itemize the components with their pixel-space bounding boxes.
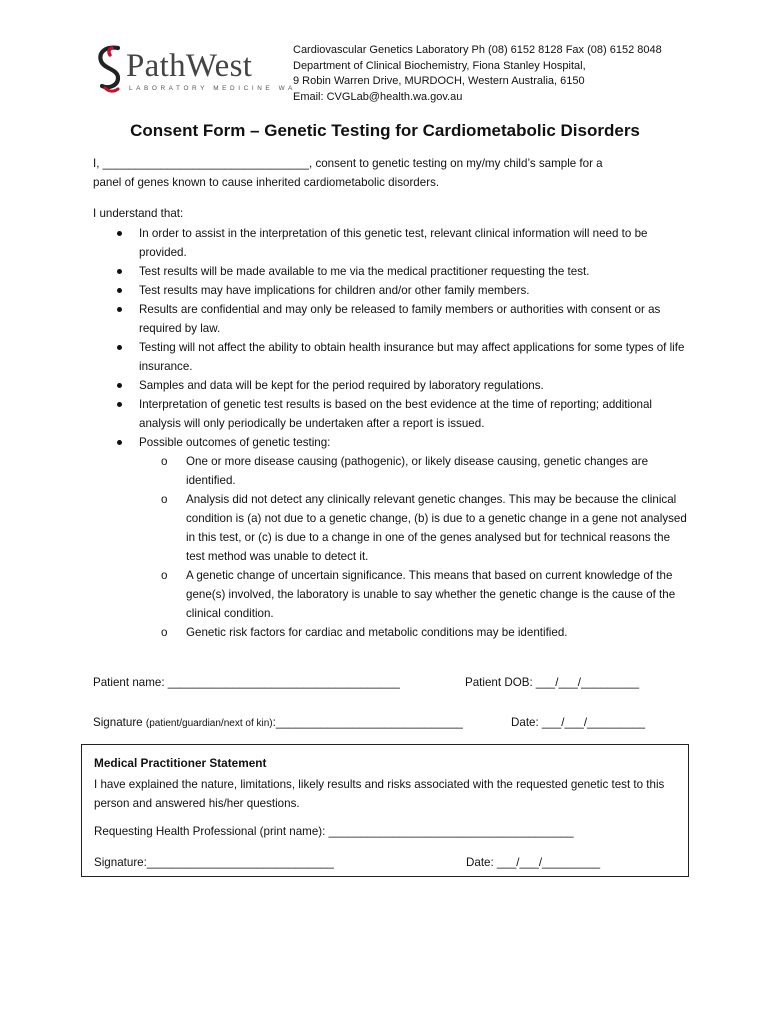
outcome-item: o One or more disease causing (pathogenic), or likely disease causing, genetic changes are identified. bbox=[157, 452, 690, 490]
bullet-icon bbox=[117, 383, 122, 388]
bullet-icon bbox=[117, 269, 122, 274]
list-item: Samples and data will be kept for the period required by laboratory regulations. bbox=[110, 376, 690, 395]
list-item-outcomes: Possible outcomes of genetic testing: o One or more disease causing (pathogenic), or likely disease causing, genetic changes are identified. o Analysis did not detect any clinically relevant genetic changes. This may be because the clinical condition is (a) not due to a genetic change, (b) is due to a genetic change in a gene not analysed in this test, or (c) is due to a change in one of the genes analysed but for technical reasons the test method was unable to detect it. o A genetic change of uncertain significance. This means that based on current knowledge of the gene(s) involved, the laboratory is unable to say whether the genetic change is the cause of the clinical condition. o Genetic risk factors for cardiac and metabolic conditions may be identified. bbox=[110, 433, 690, 642]
outcomes-list bbox=[157, 452, 690, 642]
pathwest-logo bbox=[96, 44, 296, 96]
bullet-icon bbox=[117, 307, 122, 312]
patient-dob-field[interactable]: Patient DOB: ___/___/_________ bbox=[465, 676, 640, 689]
understand-heading: I understand that: bbox=[93, 207, 184, 220]
circle-bullet-icon: o bbox=[161, 493, 168, 506]
patient-signature-field[interactable] bbox=[93, 713, 463, 733]
contact-line: Cardiovascular Genetics Laboratory Ph (08) 6152 8128 Fax (08) 6152 8048 bbox=[293, 44, 662, 56]
list-item: Test results will be made available to me via the medical practitioner requesting the test. bbox=[110, 262, 690, 281]
list-item: Testing will not affect the ability to obtain health insurance but may affect applications for some types of life insurance. bbox=[110, 338, 690, 376]
patient-name-field[interactable]: Patient name: ____________________________________ bbox=[93, 676, 400, 689]
list-item: Interpretation of genetic test results is based on the best evidence at the time of reporting; additional analysis will only periodically be undertaken after a report is issued. bbox=[110, 395, 690, 433]
logo-tagline: LABORATORY MEDICINE WA bbox=[129, 85, 296, 92]
practitioner-statement: I have explained the nature, limitations, likely results and risks associated with the requested genetic test to this person and answered his/her questions. bbox=[94, 778, 665, 810]
contact-line: Department of Clinical Biochemistry, Fiona Stanley Hospital, bbox=[293, 59, 586, 72]
bullet-icon bbox=[117, 288, 122, 293]
practitioner-statement-box bbox=[81, 744, 689, 877]
consent-statement-line-2: panel of genes known to cause inherited cardiometabolic disorders. bbox=[93, 176, 440, 189]
circle-bullet-icon: o bbox=[161, 626, 168, 639]
contact-email: Email: CVGLab@health.wa.gov.au bbox=[293, 90, 463, 103]
practitioner-date-field[interactable]: Date: ___/___/_________ bbox=[466, 856, 601, 869]
list-item: Results are confidential and may only be released to family members or authorities with consent or as required by law. bbox=[110, 300, 690, 338]
practitioner-signature-field[interactable]: Signature:_____________________________ bbox=[94, 856, 334, 869]
practitioner-heading: Medical Practitioner Statement bbox=[94, 756, 267, 770]
logo-brand-text: PathWest bbox=[126, 48, 253, 84]
circle-bullet-icon: o bbox=[161, 569, 168, 582]
lab-contact-block bbox=[293, 43, 662, 105]
outcome-item: o Genetic risk factors for cardiac and metabolic conditions may be identified. bbox=[157, 623, 690, 642]
contact-line: 9 Robin Warren Drive, MURDOCH, Western Australia, 6150 bbox=[293, 75, 585, 88]
patient-date-field[interactable]: Date: ___/___/_________ bbox=[511, 716, 646, 729]
requesting-professional-field[interactable]: Requesting Health Professional (print name): ______________________________________ bbox=[94, 825, 574, 838]
outcome-item: o A genetic change of uncertain significance. This means that based on current knowledge of the gene(s) involved, the laboratory is unable to say whether the genetic change is the cause of the clinical condition. bbox=[157, 566, 690, 623]
understanding-list bbox=[110, 224, 690, 642]
signature-line: :_____________________________ bbox=[272, 716, 463, 729]
signature-qualifier: (patient/guardian/next of kin) bbox=[145, 718, 273, 729]
bullet-icon bbox=[117, 402, 122, 407]
outcome-item: o Analysis did not detect any clinically relevant genetic changes. This may be because the clinical condition is (a) not due to a genetic change, (b) is due to a genetic change in a gene not analysed in this test, or (c) is due to a change in one of the genes analysed but for technical reasons the test method was unable to detect it. bbox=[157, 490, 690, 566]
signature-label: Signature bbox=[93, 716, 143, 729]
bullet-icon bbox=[117, 345, 122, 350]
bullet-icon bbox=[117, 440, 122, 445]
pathwest-s-emblem-icon bbox=[96, 44, 126, 96]
list-item: In order to assist in the interpretation of this genetic test, relevant clinical information will need to be provided. bbox=[110, 224, 690, 262]
list-item: Test results may have implications for children and/or other family members. bbox=[110, 281, 690, 300]
bullet-icon bbox=[117, 231, 122, 236]
consent-statement-line-1: I, ________________________________, consent to genetic testing on my/my child’s sample for a bbox=[93, 157, 603, 170]
form-title: Consent Form – Genetic Testing for Cardiometabolic Disorders bbox=[130, 121, 640, 140]
circle-bullet-icon: o bbox=[161, 455, 168, 468]
